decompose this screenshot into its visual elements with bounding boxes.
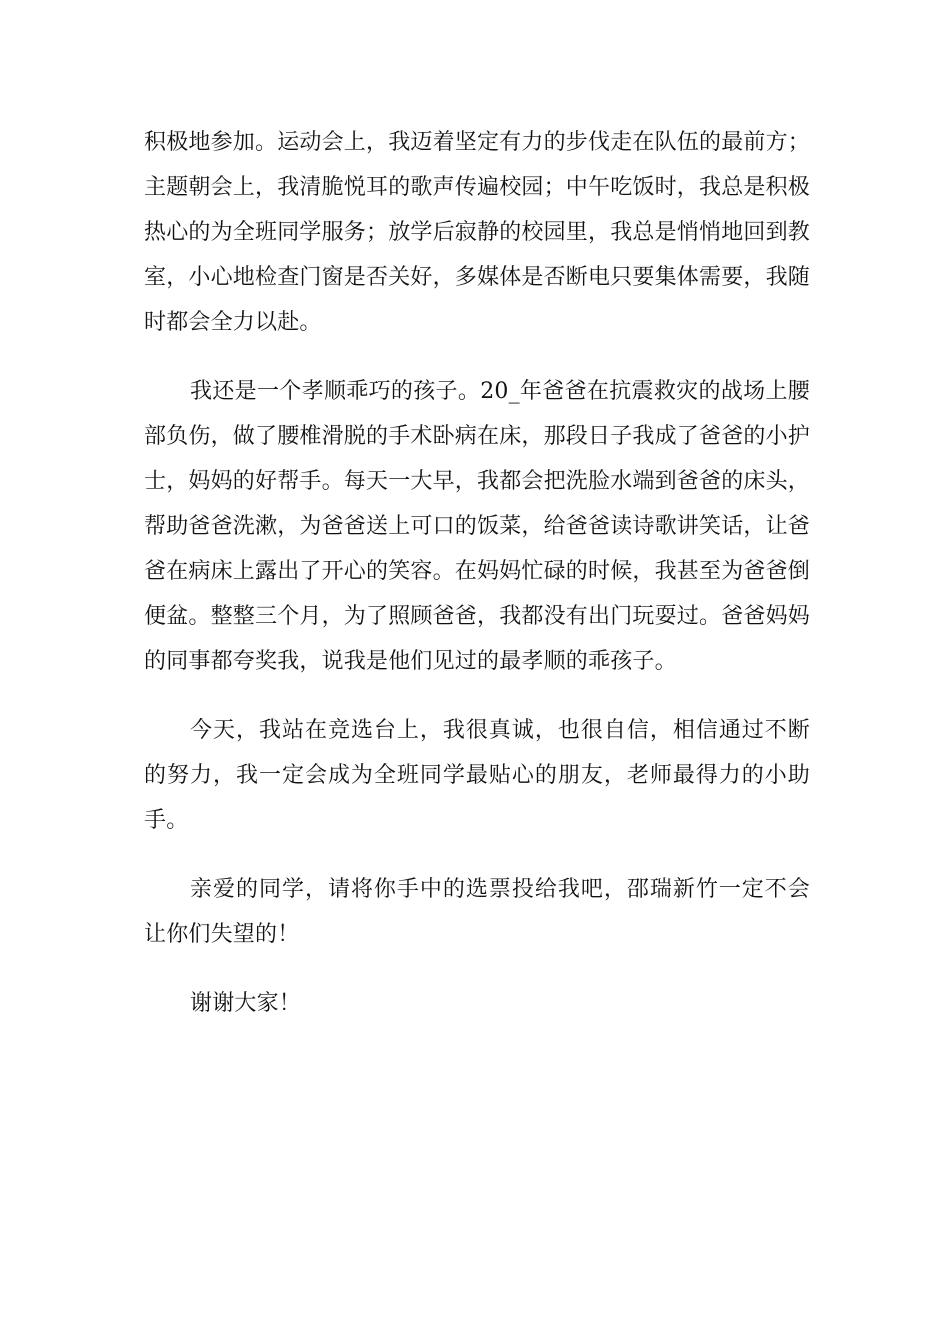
paragraph-5: 谢谢大家！ [190,991,302,1016]
paragraph-1: 积极地参加。运动会上，我迈着坚定有力的步伐走在队伍的最前方；主题朝会上，我清脆悦耳的歌声传遍校园；中午吃饭时，我总是积极热心的为全班同学服务；放学后寂静的校园里，我总是悄悄地回到教室，小心地检查门窗是否关好，多媒体是否断电只要集体需要，我随时都会全力以赴。 [144,130,811,335]
paragraph-4: 亲爱的同学，请将你手中的选票投给我吧，邵瑞新竹一定不会让你们失望的！ [144,877,810,947]
document-body [144,120,810,1050]
paragraph-3: 今天，我站在竞选台上，我很真诚，也很自信，相信通过不断的努力，我一定会成为全班同学最贴心的朋友，老师最得力的小助手。 [144,718,810,833]
paragraph-2: 我还是一个孝顺乖巧的孩子。20_年爸爸在抗震救灾的战场上腰部负伤，做了腰椎滑脱的手术卧病在床，那段日子我成了爸爸的小护士，妈妈的好帮手。每天一大早，我都会把洗脸水端到爸爸的床头，帮助爸爸洗漱，为爸爸送上可口的饭菜，给爸爸读诗歌讲笑话，让爸爸在病床上露出了开心的笑容。在妈妈忙碌的时候，我甚至为爸爸倒便盆。整整三个月，为了照顾爸爸，我都没有出门玩耍过。爸爸妈妈的同事都夸奖我，说我是他们见过的最孝顺的乖孩子。 [144,379,811,674]
